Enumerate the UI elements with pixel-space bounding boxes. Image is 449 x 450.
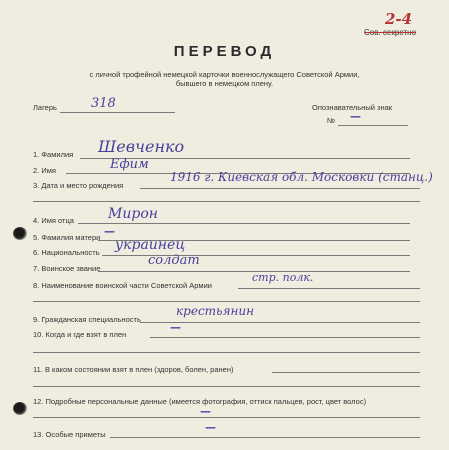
camp-line [60, 112, 175, 113]
field-label-4-text: Имя отца [41, 216, 74, 225]
field-number-8: 8. [33, 281, 40, 290]
field-line-8 [238, 288, 420, 289]
field-label-6-text: Национальность [41, 248, 100, 257]
field-label-2-text: Имя [41, 166, 56, 175]
field-number-1: 1. [33, 150, 40, 159]
field-value-unit: стр. полк. [252, 271, 314, 284]
id-mark-value: — [350, 110, 361, 123]
field-line-12 [33, 417, 420, 418]
field-value-marks: — [205, 421, 216, 434]
subtitle-line-1: с личной трофейной немецкой карточки военнослужащего Советской Армии, [89, 70, 360, 79]
field-label-2 [33, 166, 56, 175]
field-label-7 [33, 264, 100, 273]
camp-value: 318 [91, 96, 116, 111]
punch-hole-bottom [13, 402, 27, 415]
field-value-capture: — [170, 321, 181, 334]
field-number-12: 12. [33, 397, 44, 406]
field-number-11: 11. [33, 365, 43, 374]
field-number-7: 7. [33, 264, 40, 273]
field-label-9-text: Гражданская специальность [41, 315, 141, 324]
classification-label: Сов. секретно [364, 28, 417, 37]
field-label-9 [33, 315, 141, 324]
field-label-12-text: Подробные персональные данные (имеется фотография, оттиск пальцев, рост, цвет волос) [45, 397, 367, 406]
field-label-5-text: Фамилия матери [41, 233, 101, 242]
id-mark-line [338, 125, 408, 126]
field-value-nationality: украинец [115, 237, 186, 253]
page-title: ПЕРЕВОД [173, 43, 276, 60]
field-label-6 [33, 248, 100, 257]
field-line-10 [150, 337, 420, 338]
field-label-3 [33, 181, 123, 190]
field-label-10 [33, 330, 126, 339]
field-number-9: 9. [33, 315, 40, 324]
field-number-3: 3. [33, 181, 40, 190]
field-label-13 [33, 430, 106, 439]
field-value-profession: крестьянин [176, 304, 255, 318]
id-mark-label: Опознавательный знак [312, 103, 393, 112]
field-number-6: 6. [33, 248, 40, 257]
field-label-11 [33, 365, 233, 374]
field-value-mother: — [104, 225, 115, 238]
field-line-11b [33, 386, 420, 387]
field-line-3b [33, 201, 420, 202]
field-line-13 [110, 437, 420, 438]
field-label-1 [33, 150, 73, 159]
field-label-13-text: Особые приметы [45, 430, 106, 439]
field-value-surname: Шевченко [98, 137, 185, 156]
field-number-2: 2. [33, 166, 40, 175]
field-label-3-text: Дата и место рождения [41, 181, 124, 190]
field-value-name: Ефим [110, 157, 149, 172]
subtitle-line-2: бывшего в немецком плену. [175, 79, 274, 88]
field-label-11-text: В каком состоянии взят в плен (здоров, болен, ранен) [44, 365, 234, 374]
field-value-birth: 1916 г. Киевская обл. Московки (станц.) [170, 170, 433, 184]
field-number-4: 4. [33, 216, 40, 225]
punch-hole-top [13, 227, 27, 240]
field-label-7-text: Воинское звание [41, 264, 101, 273]
field-label-8 [33, 281, 212, 290]
field-value-father: Мирон [108, 206, 158, 222]
field-number-5: 5. [33, 233, 40, 242]
field-number-13: 13. [33, 430, 44, 439]
field-number-10: 10. [33, 330, 44, 339]
camp-label: Лагерь [33, 103, 57, 112]
field-label-5 [33, 233, 100, 242]
id-mark-no-label: № [327, 116, 336, 125]
field-line-9 [140, 322, 420, 323]
field-line-3 [140, 188, 420, 189]
field-line-4 [78, 223, 410, 224]
field-line-10b [33, 352, 420, 353]
field-value-personal-1: — [200, 405, 211, 418]
handwritten-number: 2-4 [385, 10, 413, 28]
field-label-1-text: Фамилия [41, 150, 74, 159]
field-line-8b [33, 301, 420, 302]
field-line-11 [272, 372, 420, 373]
field-value-rank: солдат [148, 253, 200, 268]
field-label-8-text: Наименование воинской части Советской Армии [41, 281, 212, 290]
field-label-4 [33, 216, 74, 225]
field-label-10-text: Когда и где взят в плен [45, 330, 127, 339]
